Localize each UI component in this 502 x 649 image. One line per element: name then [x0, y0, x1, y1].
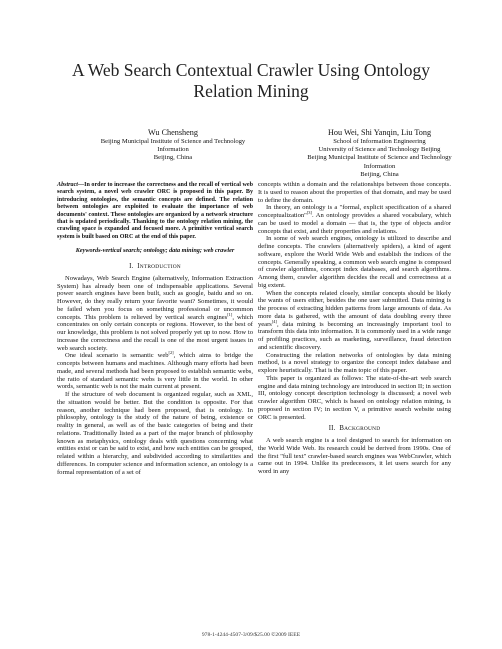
paragraph: This paper is organized as follows: The state-of-the-art web search engine and data mining technology are introduced in section II; in section III, ontology concept description technology is discussed; a novel web crawler algorithm ORC, which is based on ontology relation mining, is proposed in section IV; in section V, a primitive search website using ORC is presented.: [258, 374, 451, 421]
author-2-affil-2: University of Science and Technology Beijing: [318, 146, 441, 154]
abstract-lead: Abstract: [57, 182, 78, 188]
abstract: [57, 182, 253, 241]
copyright-footer: 978-1-4244-4507-3/09/$25.00 ©2009 IEEE: [201, 632, 301, 638]
paper-title: [0, 60, 502, 102]
author-2-affil-1: School of Information Engineering: [333, 138, 426, 145]
paragraph: If the structure of web document is organized regular, such as XML, the situation would be better. But the condition is opposite. For that reason, another technique had been proposed, that is ontology. In philosophy, ontology is the study of the nature of being, existence or reality in general, as well as of the basic categories of being and their relations. Traditionally listed as a part of the major branch of philosophy known as metaphysics, ontology deals with questions concerning what entities exist or can be said to exist, and how such entities can be grouped, related within a hierarchy, and subdivided according to similarities and differences. In computer science and information science, an ontology is a formal representation of a set of: [57, 391, 253, 476]
author-1-affil-2: Information: [157, 146, 189, 154]
author-2-name: Hou Wei, Shi Yanqin, Liu Tong: [327, 128, 432, 137]
author-2-affil-5: Beijing, China: [360, 170, 399, 178]
author-1-affil-3: Beijing, China: [153, 154, 193, 162]
left-column: [57, 182, 253, 476]
paragraph: One ideal scenario is semantic web[2], which aims to bridge the concepts between humans and machines. Although many efforts had been made, and several methods had been proposed to establish semantic webs, the ratio of standard semantic webs is very little in the world. In other words, semantic web is not the main current at present.: [57, 350, 253, 391]
right-column: [258, 181, 451, 476]
citation: [4]: [271, 318, 277, 324]
citation: [2]: [168, 350, 174, 356]
paragraph: concepts within a domain and the relationships between those concepts. It is used to reason about the properties of that domain, and may be used to define the domain.: [258, 181, 451, 204]
paragraph: Nowadays, Web Search Engine (alternatively, Information Extraction System) has already been one of indispensable applications. Several power search engines have been built, such as google, baidu and so on. However, do they really return your favorite want? Sometimes, it would be failed when you focus on something professional or uncommon concepts. This problem is relieved by vertical search engines[1], which concentrates on only certain concepts or regions. However, to the best of our knowledge, this problem is not solved properly yet up to now. How to increase the correctness and the recall is one of the most urgent issues in web search society.: [57, 274, 253, 352]
paragraph: Constructing the relation networks of ontologies by data mining method, is a novel strategy to organize the concept index database and explore heuristically. That is the main topic of this paper.: [258, 351, 451, 374]
keywords: Keywords-vertical search; ontology; data mining; web crawler: [75, 247, 235, 255]
paragraph: In some of web search engines, ontology is utilized to describe and define concepts. The crawlers (alternatively spiders), a kind of agent software, explore the World Wide Web and establish the indices of the concepts. Generally speaking, a common web search engine is composed of crawler algorithms, concept index databases, and search algorithms. Among them, crawler algorithm decides the recall and correctness at a big extent.: [258, 235, 451, 289]
author-1: [88, 128, 258, 163]
author-1-affil-1: Beijing Municipal Institute of Science and Technology: [100, 138, 246, 145]
section-heading-background: II. BACKGROUND: [328, 425, 381, 433]
author-2-affil-3: Beijing Municipal Institute of Science and Technology: [307, 154, 452, 162]
citation: [3]: [306, 209, 312, 215]
author-1-name: Wu Chensheng: [148, 128, 198, 137]
author-2: [292, 128, 467, 179]
section-heading-introduction: I. INTRODUCTION: [129, 263, 181, 270]
title-line-2: Relation Mining: [193, 81, 309, 101]
paragraph: When the concepts related closely, similar concepts should be likely the wants of users either, besides the one user submitted. Data mining is the process of extracting hidden patterns from large amounts of data. As more data is gathered, with the amount of data doubling every three years[4], data mining is becoming an increasingly important tool to transform this data into information. It is commonly used in a wide range of profiling practices, such as marketing, surveillance, fraud detection and scientific discovery.: [258, 289, 451, 351]
abstract-body: —In order to increase the correctness and the recall of vertical web search system, a novel web crawler ORC is proposed in this paper. By introducing ontologies, the semantic concepts are defined. The relation between ontologies are exploited to evaluate the importance of web documents' context. These ontologies are organized by a network structure that is updated periodically. Thanking to the ontology relation mining, the crawling space is expanded and focused more. A primitive vertical search system is built based on ORC at the end of this paper.: [57, 182, 253, 240]
paragraph: In theory, an ontology is a "formal, explicit specification of a shared conceptualization"[3]. An ontology provides a shared vocabulary, which can be used to model a domain — that is, the type of objects and/or concepts that exist, and their properties and relations.: [258, 204, 451, 235]
citation: [1]: [227, 311, 233, 317]
author-2-affil-4: Information: [363, 162, 396, 170]
paragraph: A web search engine is a tool designed to search for information on the World Wide Web. Its research could be derived from 1990s. One of the first "full text" crawler-based search engines was WebCrawler, which came out in 1994. Unlike its predecessors, it let users search for any word in any: [258, 437, 451, 475]
title-line-1: A Web Search Contextual Crawler Using Ontology: [72, 60, 430, 80]
